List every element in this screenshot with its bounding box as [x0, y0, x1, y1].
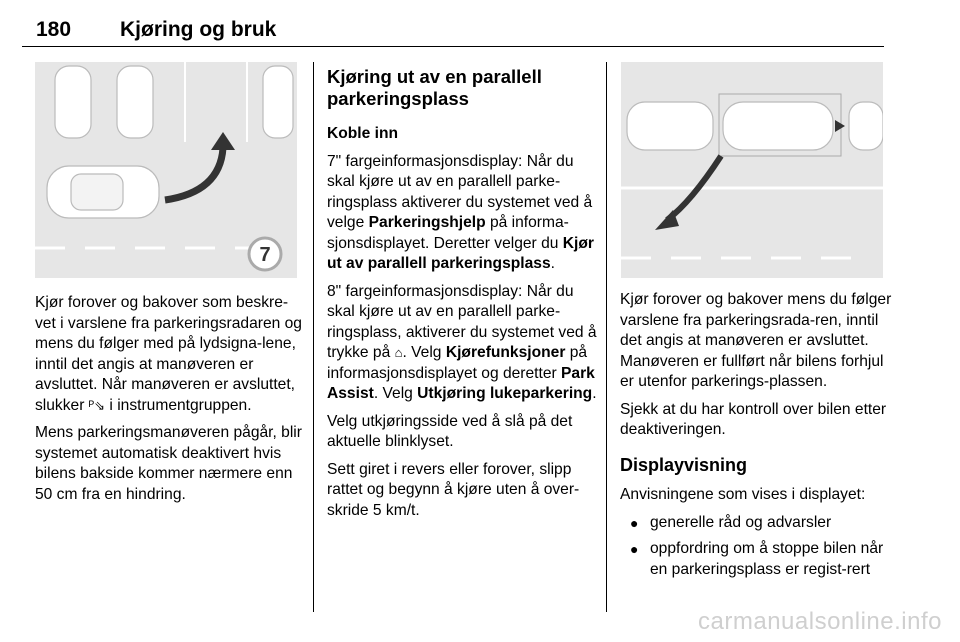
list-item: ● oppfordring om å stoppe bilen når en parkeringsplass er regist-rert: [620, 539, 892, 580]
col2-paragraph-1: 7" fargeinformasjonsdisplay: Når du skal kjøre ut av en parallell parke-ringsplass aktiverer du systemet ved å velge Parkeringshjelp på informa-sjonsdisplayet. Deretter velger du Kjør ut av parallell parkeringsplass.: [327, 152, 594, 272]
col2-paragraph-2: 8" fargeinformasjonsdisplay: Når du skal kjøre ut av en parallell parke-ringsplass, aktiverer du systemet ved å trykke på ⌂. Velg Kjørefunksjoner på informasjonsdisplayet og deretter Park Assist. Velg Utkjøring lukeparkering.: [327, 282, 597, 402]
section-heading: Kjøring ut av en parallell parkeringsplass: [327, 66, 542, 109]
park-assist-icon: ᴾ⇘: [88, 397, 106, 413]
watermark: carmanualsonline.info: [698, 608, 942, 635]
car-menu-icon: ⌂: [394, 345, 403, 360]
col3-intro: Anvisningene som vises i displayet:: [620, 486, 866, 503]
col1-paragraph-1: Kjør forover og bakover som beskre-vet i varslene fra parkeringsradaren og mens du følger med på lydsigna-lene, inntil det angis at manøveren er avsluttet. Når manøveren er avsluttet, slukker ᴾ⇘ i instrumentgruppen.: [35, 293, 307, 416]
col2-paragraph-3: Velg utkjøringsside ved å slå på det aktuelle blinklyset.: [327, 412, 573, 450]
col3-paragraph-2: Sjekk at du har kontroll over bilen etter deaktiveringen.: [620, 400, 887, 438]
subheading-activate: Koble inn: [327, 125, 399, 142]
column-2: [327, 66, 599, 528]
list-item: ● generelle råd og advarsler: [620, 513, 892, 534]
figure-parking-exit-1: [35, 62, 297, 278]
display-bullet-list: [620, 513, 892, 581]
column-divider-1: [313, 62, 314, 612]
figure-badge: 7: [259, 244, 271, 266]
page-number: 180: [36, 18, 72, 41]
figure-parking-exit-2: [621, 62, 883, 278]
column-3: [620, 290, 892, 586]
column-divider-2: [606, 62, 607, 612]
section-title: Kjøring og bruk: [120, 18, 277, 41]
display-heading: Displayvisning: [620, 454, 748, 475]
moving-car: [47, 166, 159, 218]
page-header: [22, 10, 884, 47]
col1-paragraph-2: Mens parkeringsmanøveren pågår, blir systemet automatisk deaktivert hvis bilens bakside kommer nærmere enn 50 cm fra en hindring.: [35, 424, 302, 503]
col3-paragraph-1: Kjør forover og bakover mens du følger varslene fra parkeringsrada-ren, inntil det angis at manøveren er avsluttet. Manøveren er fullført når bilens forhjul er utenfor parkerings-plassen.: [620, 291, 892, 390]
col2-paragraph-4: Sett giret i revers eller forover, slipp rattet og begynn å kjøre uten å over-skride 5 km/t.: [327, 460, 580, 519]
column-1: [35, 293, 307, 512]
